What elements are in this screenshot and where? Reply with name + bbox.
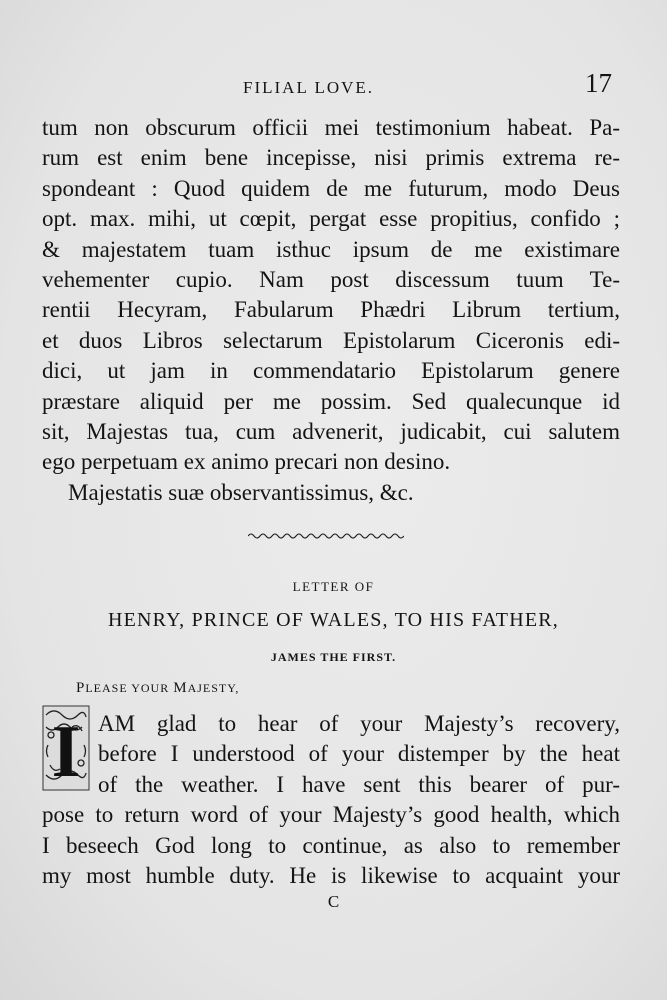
letter-subheading: JAMES THE FIRST. bbox=[270, 650, 397, 664]
text-line: ego perpetuam ex animo precari non desino. bbox=[42, 449, 451, 475]
text-line: my most humble duty. He is likewise to acquaint your bbox=[42, 862, 620, 888]
text-line: I beseech God long to continue, as also to remember bbox=[42, 832, 620, 858]
latin-letter-text bbox=[42, 113, 620, 508]
salutation-smallcaps: AJESTY, bbox=[187, 681, 240, 695]
text-line: rum est enim bene incepisse, nisi primis extrema re- bbox=[42, 145, 620, 171]
text-line: rentii Hecyram, Fabularum Phædri Librum tertium, bbox=[42, 297, 620, 323]
text-line: pose to return word of your Majesty’s good health, which bbox=[42, 802, 620, 828]
letter-body bbox=[42, 709, 620, 891]
signature-mark: C bbox=[327, 892, 340, 911]
salutation-smallcaps: LEASE YOUR bbox=[85, 681, 174, 695]
text-line: spondeant : Quod quidem de me futurum, modo Deus bbox=[42, 175, 620, 201]
text-line: sit, Majestas tua, cum advenerit, judicabit, cui salutem bbox=[42, 418, 620, 444]
drop-cap-letter: I bbox=[51, 711, 81, 791]
text-line: AM glad to hear of your Majesty’s recovery, bbox=[98, 711, 620, 736]
section-label: LETTER OF bbox=[292, 579, 375, 594]
letter-heading: HENRY, PRINCE OF WALES, TO HIS FATHER, bbox=[107, 609, 560, 631]
closing-line: Majestatis suæ observantissimus, &c. bbox=[68, 479, 414, 505]
salutation-initial: P bbox=[76, 680, 86, 696]
text-line: tum non obscurum officii mei testimonium habeat. Pa- bbox=[42, 115, 620, 140]
page-number: 17 bbox=[585, 68, 612, 98]
ornamental-rule bbox=[248, 531, 404, 541]
page-header bbox=[0, 68, 667, 108]
text-line: præstare aliquid per me possim. Sed qualecunque id bbox=[42, 388, 620, 414]
text-line: vehementer cupio. Nam post discessum tuum Te- bbox=[42, 266, 620, 292]
text-line: before I understood of your distemper by the heat bbox=[98, 741, 620, 767]
text-line: opt. max. mihi, ut cœpit, pergat esse propitius, confido ; bbox=[42, 206, 620, 232]
text-line: of the weather. I have sent this bearer of pur- bbox=[98, 771, 620, 797]
salutation-initial: M bbox=[173, 680, 188, 696]
running-title: FILIAL LOVE. bbox=[243, 78, 375, 97]
text-line: et duos Libros selectarum Epistolarum Ciceronis edi- bbox=[42, 327, 620, 353]
salutation bbox=[76, 680, 239, 697]
text-line: & majestatem tuam isthuc ipsum de me existimare bbox=[42, 236, 620, 262]
text-line: dici, ut jam in commendatario Epistolarum genere bbox=[42, 358, 620, 384]
